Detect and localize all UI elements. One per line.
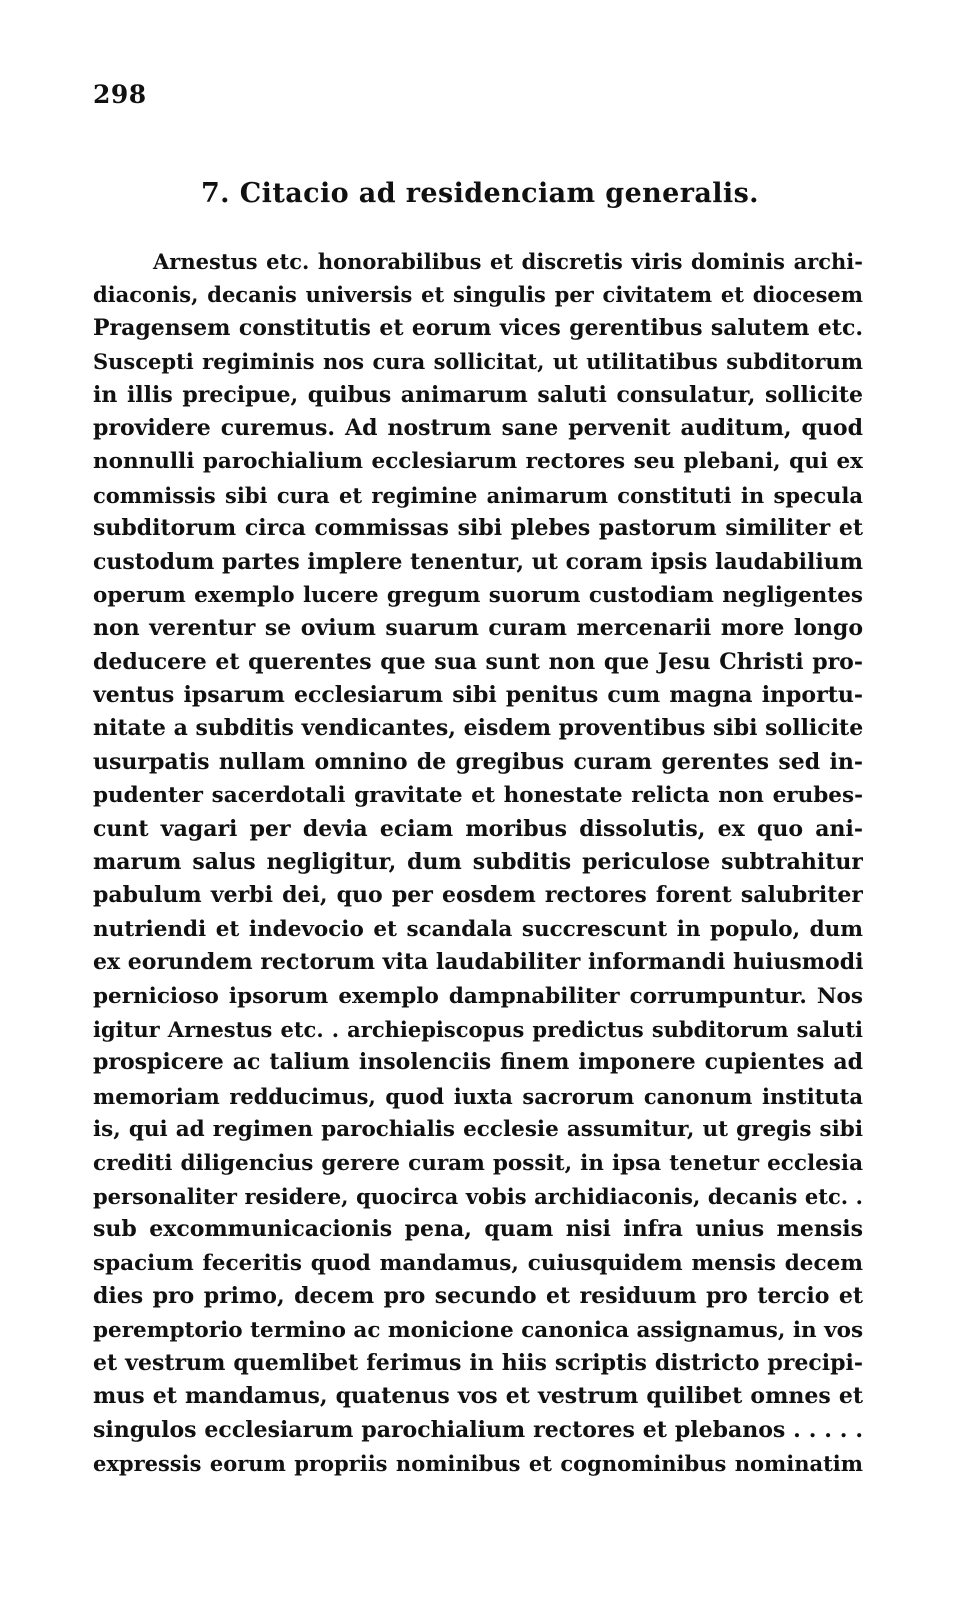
- text-line: in illis precipue, quibus animarum saluti consulatur, sollicite: [93, 381, 863, 408]
- text-line: nutriendi et indevocio et scandala succrescunt in populo, dum: [93, 916, 863, 942]
- text-line: sub excommunicacionis pena, quam nisi infra unius mensis: [93, 1216, 863, 1243]
- text-line: custodum partes implere tenentur, ut coram ipsis laudabilium: [93, 548, 863, 575]
- text-line: pudenter sacerdotali gravitate et honestate relicta non erubes-: [93, 783, 863, 809]
- text-line: mus et mandamus, quatenus vos et vestrum quilibet omnes et: [93, 1383, 863, 1410]
- text-line: pabulum verbi dei, quo per eosdem rectores forent salubriter: [93, 882, 863, 909]
- text-line: ventus ipsarum ecclesiarum sibi penitus cum magna inportu-: [93, 682, 863, 709]
- text-line: Suscepti regiminis nos cura sollicitat, ut utilitatibus subditorum: [93, 349, 863, 375]
- text-line: is, qui ad regimen parochialis ecclesie assumitur, ut gregis sibi: [93, 1117, 863, 1143]
- text-line: providere curemus. Ad nostrum sane pervenit auditum, quod: [93, 414, 863, 441]
- text-line: et vestrum quemlibet ferimus in hiis scriptis districto precipi-: [93, 1349, 863, 1376]
- text-line: deducere et querentes que sua sunt non que Jesu Christi pro-: [93, 648, 863, 675]
- page-number: 298: [93, 80, 147, 109]
- section-heading: 7. Citacio ad residenciam generalis.: [201, 178, 759, 209]
- text-line: spacium feceritis quod mandamus, cuiusquidem mensis decem: [93, 1250, 863, 1276]
- text-line: usurpatis nullam omnino de gregibus curam gerentes sed in-: [93, 748, 863, 775]
- text-line: pernicioso ipsorum exemplo dampnabiliter corrumpuntur. Nos: [93, 983, 863, 1009]
- text-line: prospicere ac talium insolenciis finem imponere cupientes ad: [93, 1049, 863, 1076]
- text-line: personaliter residere, quocirca vobis archidiaconis, decanis etc. .: [93, 1183, 863, 1209]
- text-line: cunt vagari per devia eciam moribus dissolutis, ex quo ani-: [93, 815, 863, 842]
- text-line: diaconis, decanis universis et singulis per civitatem et diocesem: [93, 282, 863, 308]
- text-line: nonnulli parochialium ecclesiarum rectores seu plebani, qui ex: [93, 449, 863, 475]
- text-line: marum salus negligitur, dum subditis periculose subtrahitur: [93, 849, 863, 876]
- text-line: Arnestus etc. honorabilibus et discretis viris dominis archi-: [153, 249, 863, 274]
- text-line: operum exemplo lucere gregum suorum custodiam negligentes: [93, 582, 863, 608]
- text-line: crediti diligencius gerere curam possit, in ipsa tenetur ecclesia: [93, 1150, 863, 1176]
- text-line: expressis eorum propriis nominibus et cognominibus nominatim: [93, 1451, 863, 1477]
- text-line: Pragensem constitutis et eorum vices gerentibus salutem etc.: [93, 314, 863, 341]
- text-line: igitur Arnestus etc. . archiepiscopus predictus subditorum saluti: [93, 1016, 863, 1042]
- text-line: ex eorundem rectorum vita laudabiliter informandi huiusmodi: [93, 949, 863, 976]
- text-line: dies pro primo, decem pro secundo et residuum pro tercio et: [93, 1283, 863, 1310]
- text-line: nitate a subditis vendicantes, eisdem proventibus sibi sollicite: [93, 715, 863, 742]
- body-text: [93, 245, 863, 1480]
- text-line: singulos ecclesiarum parochialium rectores et plebanos . . . . .: [93, 1416, 863, 1443]
- text-line: memoriam redducimus, quod iuxta sacrorum canonum instituta: [93, 1083, 863, 1109]
- text-line: commissis sibi cura et regimine animarum constituti in specula: [93, 482, 863, 508]
- text-line: subditorum circa commissas sibi plebes pastorum similiter et: [93, 515, 863, 542]
- text-line: peremptorio termino ac monicione canonica assignamus, in vos: [93, 1317, 863, 1343]
- text-line: non verentur se ovium suarum curam mercenarii more longo: [93, 615, 863, 642]
